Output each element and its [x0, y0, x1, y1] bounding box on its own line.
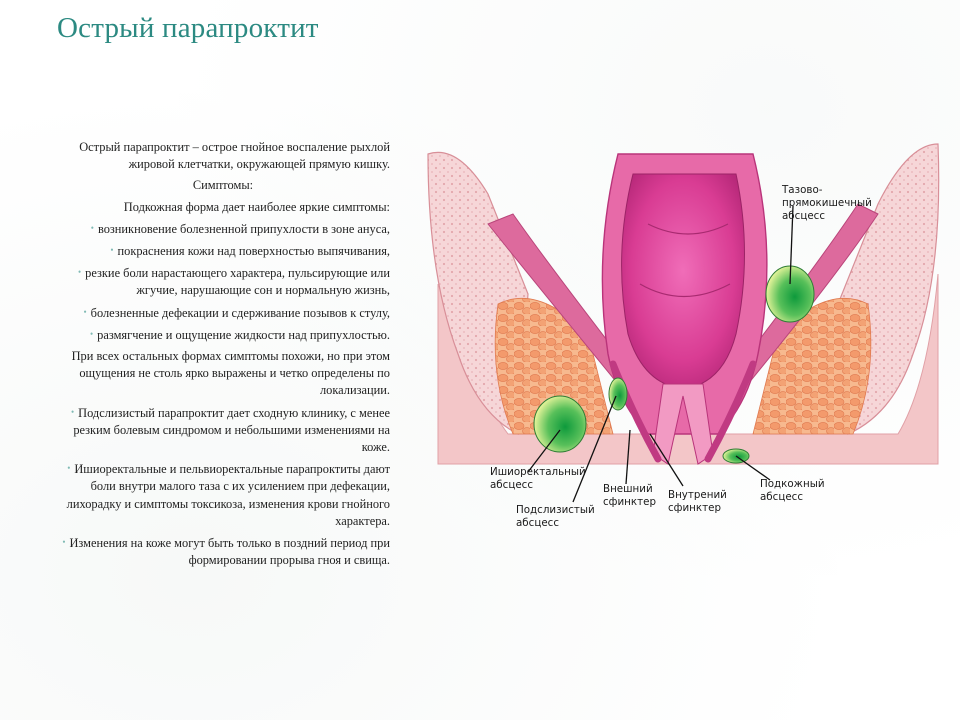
bullet-item — [56, 220, 390, 238]
bullet-text: Подслизистый парапроктит дает сходную клинику, с менее резким болевым синдромом и небольшими изменениями на коже. — [73, 405, 390, 455]
label-subcutaneous-abscess: Подкожный абсцесс — [760, 478, 825, 503]
definition-paragraph: Острый парапроктит – острое гнойное воспаление рыхлой жировой клетчатки, окружающей прямую кишку. — [79, 140, 390, 172]
bullet-text: размягчение и ощущение жидкости над припухлостью. — [97, 327, 390, 342]
bullet-item — [56, 534, 390, 569]
label-external-sphincter: Внешний сфинктер — [603, 483, 656, 508]
bullet-text: Изменения на коже могут быть только в поздний период при формировании прорыва гноя и свища. — [69, 536, 390, 568]
label-ischiorectal-abscess: Ишиоректальный абсцесс — [490, 466, 586, 491]
bullet-item — [56, 326, 390, 344]
rectal-lumen — [622, 174, 745, 389]
bullet-dot-icon: • — [62, 537, 66, 548]
bullet-text: болезненные дефекации и сдерживание позывов к стулу, — [90, 305, 390, 320]
label-internal-sphincter: Внутрений сфинктер — [668, 489, 727, 514]
bullet-dot-icon: • — [110, 245, 114, 256]
right-ischiorectal-fat — [753, 298, 871, 434]
label-submucosal-abscess: Подслизистый абсцесс — [516, 504, 595, 529]
bullet-dot-icon: • — [90, 222, 94, 233]
subcutaneous-intro: Подкожная форма дает наиболее яркие симптомы: — [123, 199, 390, 214]
bullet-dot-icon: • — [83, 306, 87, 317]
other-forms-paragraph: При всех остальных формах симптомы похожи, но при этом ощущения не столь ярко выражены и четко определены по локализации. — [71, 349, 390, 398]
bullet-dot-icon: • — [70, 406, 75, 417]
bullet-dot-icon: • — [78, 267, 82, 278]
bullet-dot-icon: • — [90, 328, 94, 339]
ischiorectal-abscess — [534, 396, 586, 452]
bullet-text: возникновение болезненной припухлости в зоне ануса, — [97, 221, 390, 236]
symptoms-heading: Симптомы: — [192, 178, 254, 193]
bullet-text: покраснения кожи над поверхностью выпячивания, — [117, 244, 390, 259]
bullet-item — [56, 242, 390, 260]
label-pelvirectal-abscess: Тазово- прямокишечный абсцесс — [782, 184, 872, 222]
bullet-text: резкие боли нарастающего характера, пульсирующие или жгучие, нарушающие сон и нормальную жизнь, — [85, 266, 390, 298]
bullet-text: Ишиоректальные и пельвиоректальные парапроктиты дают боли внутри малого таза с их усилением при дефекации, лихорадку и симптомы токсикоза, изменения крови гнойного характера. — [66, 462, 390, 528]
text-body — [56, 139, 390, 573]
bullet-item — [56, 264, 390, 299]
bullet-item — [56, 404, 390, 457]
bullet-item — [56, 460, 390, 530]
bullet-dot-icon: • — [67, 463, 71, 474]
bullet-item — [56, 304, 390, 322]
slide-title: Острый парапроктит — [57, 12, 319, 44]
